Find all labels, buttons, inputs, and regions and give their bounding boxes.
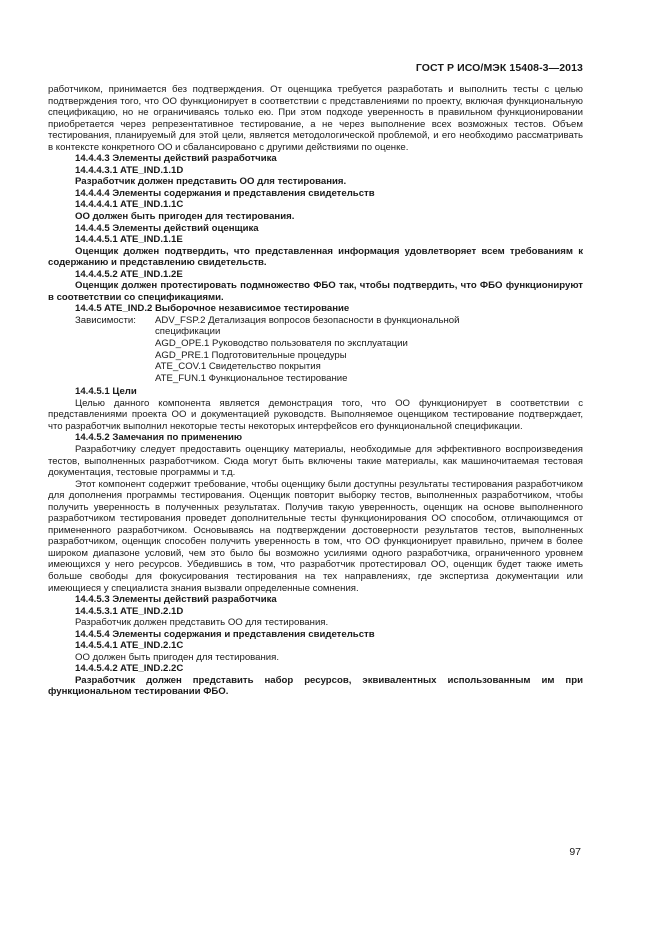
requirement-text: Разработчик должен представить ОО для тестирования. <box>75 176 347 188</box>
requirement-text: Оценщик должен протестировать подмножество ФБО так, чтобы подтвердить, что ФБО функционируют в соответствии со спецификациями. <box>48 280 583 303</box>
component-heading: 14.4.5 ATE_IND.2 Выборочное независимое тестирование <box>75 303 350 315</box>
section-heading: 14.4.4.3 Элементы действий разработчика <box>75 153 277 165</box>
requirement-text: Разработчик должен представить ОО для тестирования. <box>75 617 329 629</box>
section-heading: 14.4.5.3 Элементы действий разработчика <box>75 594 277 606</box>
section-heading: 14.4.4.5.1 ATE_IND.1.1E <box>75 234 183 246</box>
section-heading: 14.4.5.4 Элементы содержания и представления свидетельств <box>75 628 375 640</box>
paragraph: Целью данного компонента является демонстрация того, что ОО функционирует в соответствии с представлениями проекта ОО и документацией руководств. Выполняемое оценщиком тестирование подтверждает, что разработчик выполнил некоторые тесты некоторых интерфейсов его функциональной спецификации. <box>48 397 583 432</box>
dependencies-list <box>155 315 510 384</box>
requirement-text: Оценщик должен подтвердить, что представленная информация удовлетворяет всем требованиям к содержанию и представлению свидетельств. <box>48 245 583 269</box>
paragraph: Этот компонент содержит требование, чтобы оценщику были доступны результаты тестирования разработчиком для дополнения программы тестирования. Оценщик повторит выборку тестов, выполненных разработчиком, чтобы получить уверенность в полученных результатах. Получив такую уверенность, оценщик на основе выполненного разработчиком тестирования проведет дополнительные тесты функционирования ОО способом, отличающимся от примененного разработчиком. Основываясь на подтверждении достоверности результатов тестов, выполненных разработчиком, оценщик способен получить уверенность в том, что ОО функционирует правильно, причем в более широком диапазоне условий, чем это было бы возможно усилиями одного разработчика, ограниченного уровнем имеющихся у него ресурсов. Убедившись в том, что разработчик протестировал ОО, оценщик будет также иметь больше свободы для фокусирования тестирования на тех направлениях, где экспертиза документации или имеющиеся у специалиста знания вызвали определенные сомнения. <box>48 478 583 594</box>
section-heading: 14.4.5.4.1 ATE_IND.2.1C <box>75 640 184 652</box>
dependencies-block <box>48 315 583 384</box>
section-heading: 14.4.4.5.2 ATE_IND.1.2E <box>75 268 183 280</box>
dependency-item: AGD_OPE.1 Руководство пользователя по эксплуатации <box>155 338 408 350</box>
section-heading: 14.4.5.2 Замечания по применению <box>75 432 243 444</box>
page-body <box>48 84 583 698</box>
section-heading: 14.4.4.4.1 ATE_IND.1.1C <box>75 199 184 211</box>
requirement-text: ОО должен быть пригоден для тестирования. <box>75 651 280 663</box>
section-heading: 14.4.5.1 Цели <box>75 386 137 398</box>
requirement-text: Разработчик должен представить набор ресурсов, эквивалентных использованным им при функциональном тестировании ФБО. <box>48 674 583 698</box>
dependency-item: AGD_PRE.1 Подготовительные процедуры <box>155 349 347 361</box>
section-heading: 14.4.4.5 Элементы действий оценщика <box>75 222 259 234</box>
section-heading: 14.4.4.3.1 ATE_IND.1.1D <box>75 164 184 176</box>
section-heading: 14.4.5.4.2 ATE_IND.2.2C <box>75 663 184 675</box>
dependency-item: ATE_COV.1 Свидетельство покрытия <box>155 361 321 373</box>
requirement-text: ОО должен быть пригоден для тестирования. <box>75 211 295 223</box>
section-heading: 14.4.4.4 Элементы содержания и представления свидетельств <box>75 187 375 199</box>
paragraph: Разработчику следует предоставить оценщику материалы, необходимые для эффективного воспроизведения тестов, выполненных разработчиком. Сюда могут быть включены такие материалы, как машиночитаемая тестовая документация, тестовые программы и т.д. <box>48 443 583 479</box>
dependency-item-continuation: спецификации <box>155 326 221 338</box>
dependencies-label: Зависимости: <box>75 314 136 326</box>
dependency-item: ATE_FUN.1 Функциональное тестирование <box>155 372 348 384</box>
paragraph: работчиком, принимается без подтверждения. От оценщика требуется разработать и выполнить тесты с целью подтверждения того, что ОО функционирует в соответствии с представлениями по проекту, включая функциональную спецификацию, но не ограничиваясь только ею. При этом подходе уверенность в правильном функционировании приобретается через репрезентативное тестирование, а не через выполнение всех возможных тестов. Объем тестирования, планируемый для этой цели, является методологической проблемой, и его необходимо рассматривать в контексте конкретного ОО и сбалансировано с другими действиями по оценке. <box>48 84 583 153</box>
page-header-standard-id: ГОСТ Р ИСО/МЭК 15408-3—2013 <box>415 62 583 74</box>
page-number: 97 <box>569 846 581 858</box>
section-heading: 14.4.5.3.1 ATE_IND.2.1D <box>75 605 184 617</box>
dependency-item: ADV_FSP.2 Детализация вопросов безопасности в функциональной <box>155 314 460 326</box>
